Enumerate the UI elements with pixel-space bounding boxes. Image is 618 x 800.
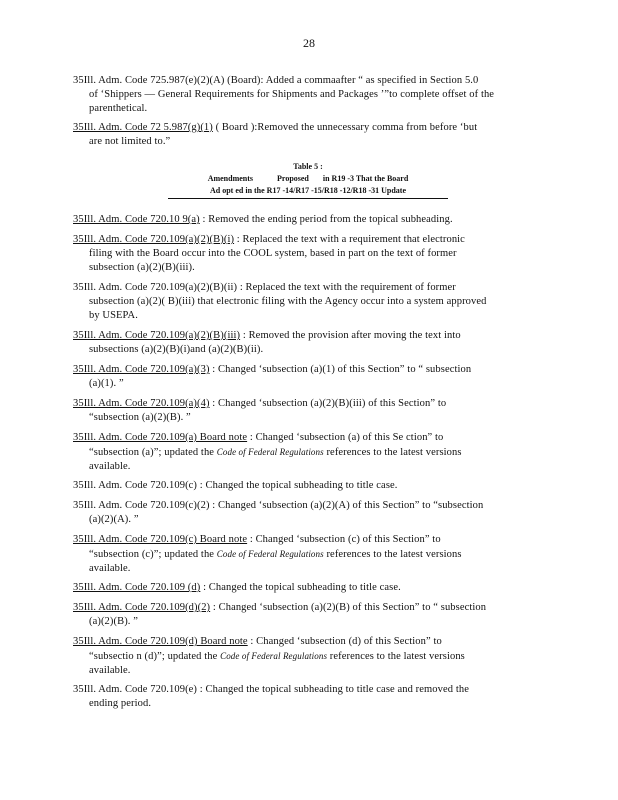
entry-continuation xyxy=(73,649,543,664)
entry-text: : Changed ‘subsection (a)(1) of this Section” to “ subsection xyxy=(209,364,472,375)
code-reference: 35Ill. Adm. Code 720.109(a)(2)(B)(i) xyxy=(73,234,235,245)
entry-text: : Changed the topical subheading to title case and removed the xyxy=(197,684,469,695)
entry-continuation: (a)(1). ” xyxy=(89,378,124,389)
amendment-entry xyxy=(73,121,543,149)
code-reference: 35Ill. Adm. Code 720.109 (d) xyxy=(73,582,201,593)
code-reference: 35Ill. Adm. Code 720.109(c) xyxy=(73,480,198,491)
amendment-entry xyxy=(73,581,543,595)
entry-continuation: of ‘Shippers — General Requirements for Shipments and Packages ’”to complete offset of the xyxy=(89,89,495,100)
code-reference: 35Ill. Adm. Code 720.10 9(a) xyxy=(73,214,200,225)
entry-continuation: available. xyxy=(89,461,131,472)
entry-text-pre: “subsection (c)”; updated the xyxy=(89,549,217,560)
cfr-title: Code of Federal Regulations xyxy=(216,447,324,457)
code-reference: 35Ill. Adm. Code 720.109(a)(2)(B)(ii) xyxy=(73,282,238,293)
amendment-entry xyxy=(73,397,543,425)
page-number: 28 xyxy=(303,36,315,50)
entry-text-pre: “subsectio n (d)”; updated the xyxy=(89,651,221,662)
entry-text: : Changed ‘subsection (d) of this Section” to xyxy=(247,636,442,647)
entry-text: : Replaced the text with the requirement of former xyxy=(237,282,456,293)
amendment-entry xyxy=(73,533,543,576)
entry-text-post: references to the latest versions xyxy=(323,447,462,458)
entry-text: : Removed the ending period from the topical subheading. xyxy=(199,214,453,225)
amendment-entry xyxy=(73,281,543,323)
code-reference: 35Ill. Adm. Code 720.109(a)(4) xyxy=(73,398,210,409)
entry-text: : Changed ‘subsection (c) of this Section” to xyxy=(247,534,441,545)
entry-text-pre: “subsection (a)”; updated the xyxy=(89,447,217,458)
code-reference: 35Ill. Adm. Code 720.109(a)(3) xyxy=(73,364,210,375)
amendment-entry xyxy=(73,601,543,629)
entry-text: ( Board ):Removed the unnecessary comma from before ‘but xyxy=(212,122,478,133)
entry-continuation: “subsection (a)(2)(B). ” xyxy=(89,412,191,423)
amendment-entry xyxy=(73,233,543,275)
entry-text: : Replaced the text with a requirement that electronic xyxy=(234,234,465,245)
code-reference: 35Ill. Adm. Code 720.109(a)(2)(B)(iii) xyxy=(73,330,241,341)
entry-text: : Changed ‘subsection (a)(2)(B)(iii) of this Section” to xyxy=(209,398,447,409)
entry-text-post: references to the latest versions xyxy=(327,651,465,662)
entry-continuation: filing with the Board occur into the COOL system, based in part on the text of former xyxy=(89,248,457,259)
entry-continuation: parenthetical. xyxy=(89,103,148,114)
code-reference: 35Ill. Adm. Code 72 5.987(g)(1) xyxy=(73,122,213,133)
amendment-entry xyxy=(73,479,543,493)
entry-text: : Changed ‘subsection (a) of this Se ction” to xyxy=(247,432,444,443)
code-reference: 35Ill. Adm. Code 720.109(c)(2) xyxy=(73,500,210,511)
amendment-entry xyxy=(73,74,543,116)
code-reference: 35Ill. Adm. Code 720.109(d) Board note xyxy=(73,636,248,647)
entry-continuation: subsections (a)(2)(B)(i)and (a)(2)(B)(ii). xyxy=(89,344,264,355)
amendment-entry xyxy=(73,683,543,711)
code-reference: 35Ill. Adm. Code 725.987(e)(2)(A) xyxy=(73,75,225,86)
code-reference: 35Ill. Adm. Code 720.109(d)(2) xyxy=(73,602,211,613)
entry-continuation: (a)(2)(B). ” xyxy=(89,616,139,627)
amendment-entry xyxy=(73,363,543,391)
cfr-title: Code of Federal Regulations xyxy=(216,549,324,559)
table-title: Table 5 : xyxy=(293,162,323,171)
entry-continuation: subsection (a)(2)( B)(iii) that electronic filing with the Agency occur into a system approved xyxy=(89,296,487,307)
amendment-entry xyxy=(73,635,543,678)
code-reference: 35Ill. Adm. Code 720.109(c) Board note xyxy=(73,534,248,545)
entry-text: (Board): Added a commaafter “ as specified in Section 5.0 xyxy=(224,75,479,86)
cfr-title: Code of Federal Regulations xyxy=(220,651,328,661)
amendment-entry xyxy=(73,213,543,227)
entry-continuation xyxy=(73,445,543,460)
entry-continuation: available. xyxy=(89,563,131,574)
table-heading xyxy=(168,161,448,199)
entry-text: : Changed the topical subheading to title case. xyxy=(200,582,401,593)
entry-continuation: available. xyxy=(89,665,131,676)
entry-text: : Changed ‘subsection (a)(2)(B) of this Section” to “ subsection xyxy=(210,602,487,613)
code-reference: 35Ill. Adm. Code 720.109(e) xyxy=(73,684,198,695)
entry-continuation: by USEPA. xyxy=(89,310,138,321)
entry-continuation: (a)(2)(A). ” xyxy=(89,514,139,525)
amendment-entry xyxy=(73,329,543,357)
entry-text-post: references to the latest versions xyxy=(323,549,462,560)
entry-text: : Changed the topical subheading to title case. xyxy=(197,480,398,491)
entry-text: : Changed ‘subsection (a)(2)(A) of this Section” to “subsection xyxy=(209,500,484,511)
amendment-entry xyxy=(73,431,543,474)
code-reference: 35Ill. Adm. Code 720.109(a) Board note xyxy=(73,432,248,443)
entry-continuation: subsection (a)(2)(B)(iii). xyxy=(89,262,195,273)
entry-continuation xyxy=(73,547,543,562)
entry-text: : Removed the provision after moving the text into xyxy=(240,330,461,341)
amendment-entry xyxy=(73,499,543,527)
entry-continuation: are not limited to.” xyxy=(89,136,171,147)
entry-continuation: ending period. xyxy=(89,698,152,709)
table-header-row1: Amendments Proposed in R19 -3 That the Board xyxy=(207,174,409,183)
table-header-row2: Ad opt ed in the R17 -14/R17 -15/R18 -12/R18 -31 Update xyxy=(168,185,448,199)
